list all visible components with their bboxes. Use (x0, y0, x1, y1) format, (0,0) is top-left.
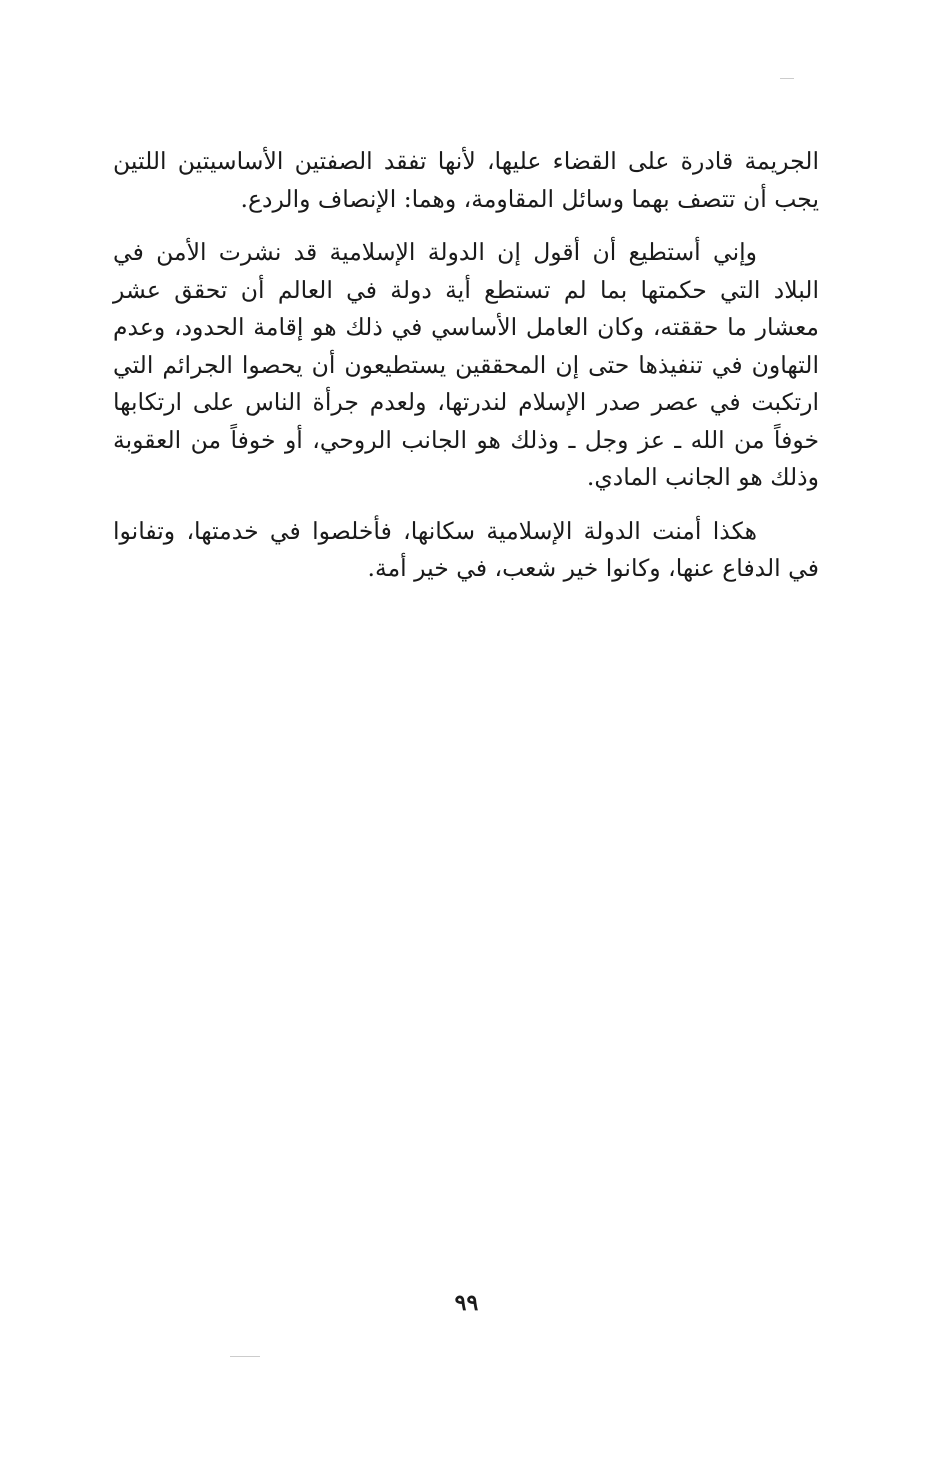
page-number: ٩٩ (454, 1290, 479, 1316)
paragraph-conclusion: هكذا أمنت الدولة الإسلامية سكانها، فأخلصوا في خدمتها، وتفانوا في الدفاع عنها، وكانوا خير شعب، في خير أمة. (113, 516, 819, 582)
scan-artifact (230, 1356, 260, 1357)
body-text (113, 143, 819, 588)
scan-artifact (780, 78, 794, 79)
paragraph-continuation: الجريمة قادرة على القضاء عليها، لأنها تفقد الصفتين الأساسيتين اللتين يجب أن تتصف بهما وسائل المقاومة، وهما: الإنصاف والردع. (113, 147, 819, 213)
paragraph-security: وإني أستطيع أن أقول إن الدولة الإسلامية قد نشرت الأمن في البلاد التي حكمتها بما لم تستطع أية دولة في العالم أن تحقق عشر معشار ما حققته، وكان العامل الأساسي في ذلك هو إقامة الحدود، وعدم التهاون في تنفيذها حتى إن المحققين يستطيعون أن يحصوا الجرائم التي ارتكبت في عصر صدر الإسلام لندرتها، ولعدم جرأة الناس على ارتكابها خوفاً من الله ـ عز وجل ـ وذلك هو الجانب الروحي، أو خوفاً من العقوبة وذلك هو الجانب المادي. (113, 238, 819, 491)
